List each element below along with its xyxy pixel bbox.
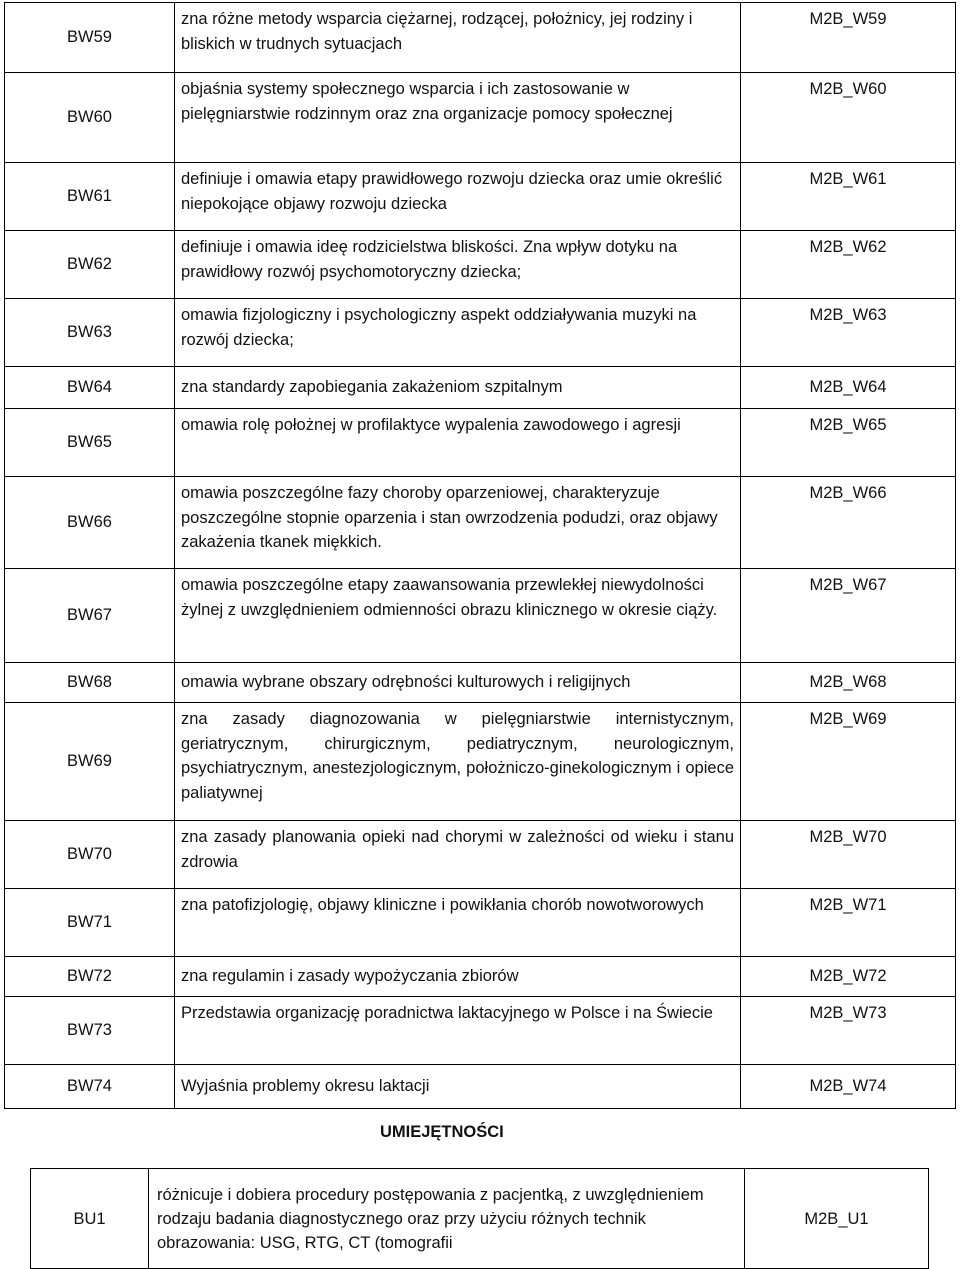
table-row	[5, 3, 956, 73]
table-row	[5, 889, 956, 957]
table-row	[5, 821, 956, 889]
skills-table	[30, 1168, 929, 1269]
outcome-code: BW74	[5, 1065, 175, 1109]
outcome-reference: M2B_W71	[741, 889, 956, 957]
outcome-reference: M2B_W72	[741, 957, 956, 997]
outcome-code: BW59	[5, 3, 175, 73]
outcome-description: objaśnia systemy społecznego wsparcia i ich zastosowanie w pielęgniarstwie rodzinnym oraz zna organizacje pomocy społecznej	[175, 73, 741, 163]
outcome-reference: M2B_W66	[741, 477, 956, 569]
skill-reference: M2B_U1	[745, 1169, 929, 1269]
outcome-description: zna różne metody wsparcia ciężarnej, rodzącej, położnicy, jej rodziny i bliskich w trudnych sytuacjach	[175, 3, 741, 73]
outcome-reference: M2B_W60	[741, 73, 956, 163]
outcome-description: omawia wybrane obszary odrębności kulturowych i religijnych	[175, 663, 741, 703]
outcome-code: BW67	[5, 569, 175, 663]
outcome-reference: M2B_W67	[741, 569, 956, 663]
outcome-reference: M2B_W73	[741, 997, 956, 1065]
table-row	[31, 1169, 929, 1269]
table-row	[5, 367, 956, 409]
table-row	[5, 163, 956, 231]
table-row	[5, 231, 956, 299]
outcome-description: omawia rolę położnej w profilaktyce wypalenia zawodowego i agresji	[175, 409, 741, 477]
outcome-reference: M2B_W59	[741, 3, 956, 73]
outcome-description: Przedstawia organizację poradnictwa laktacyjnego w Polsce i na Świecie	[175, 997, 741, 1065]
outcome-reference: M2B_W65	[741, 409, 956, 477]
skill-description: różnicuje i dobiera procedury postępowania z pacjentką, z uwzględnieniem rodzaju badania diagnostycznego oraz przy użyciu różnych technik obrazowania: USG, RTG, CT (tomografii	[149, 1169, 745, 1269]
outcome-code: BW70	[5, 821, 175, 889]
skill-code: BU1	[31, 1169, 149, 1269]
outcome-description: zna standardy zapobiegania zakażeniom szpitalnym	[175, 367, 741, 409]
table-row	[5, 73, 956, 163]
table-row	[5, 409, 956, 477]
outcome-code: BW60	[5, 73, 175, 163]
outcome-reference: M2B_W62	[741, 231, 956, 299]
table-row	[5, 299, 956, 367]
outcome-description: omawia poszczególne etapy zaawansowania przewlekłej niewydolności żylnej z uwzględnieniem odmienności obrazu klinicznego w okresie ciąży.	[175, 569, 741, 663]
table-row	[5, 1065, 956, 1109]
outcome-reference: M2B_W63	[741, 299, 956, 367]
outcome-reference: M2B_W74	[741, 1065, 956, 1109]
outcome-code: BW65	[5, 409, 175, 477]
table-row	[5, 663, 956, 703]
outcome-reference: M2B_W61	[741, 163, 956, 231]
outcome-code: BW68	[5, 663, 175, 703]
outcome-code: BW64	[5, 367, 175, 409]
outcome-reference: M2B_W64	[741, 367, 956, 409]
outcome-description: zna patofizjologię, objawy kliniczne i powikłania chorób nowotworowych	[175, 889, 741, 957]
table-row	[5, 997, 956, 1065]
outcome-description: zna zasady diagnozowania w pielęgniarstwie internistycznym, geriatrycznym, chirurgicznym, pediatrycznym, neurologicznym, psychiatrycznym, anestezjologicznym, położniczo-ginekologicznym i opiece paliatywnej	[175, 703, 741, 821]
outcome-code: BW62	[5, 231, 175, 299]
outcome-code: BW66	[5, 477, 175, 569]
outcome-description: Wyjaśnia problemy okresu laktacji	[175, 1065, 741, 1109]
table-row	[5, 703, 956, 821]
outcome-reference: M2B_W68	[741, 663, 956, 703]
outcome-code: BW61	[5, 163, 175, 231]
outcome-description: definiuje i omawia ideę rodzicielstwa bliskości. Zna wpływ dotyku na prawidłowy rozwój psychomotoryczny dziecka;	[175, 231, 741, 299]
outcome-code: BW72	[5, 957, 175, 997]
outcome-code: BW73	[5, 997, 175, 1065]
outcome-code: BW63	[5, 299, 175, 367]
outcome-description: zna zasady planowania opieki nad chorymi w zależności od wieku i stanu zdrowia	[175, 821, 741, 889]
outcome-description: definiuje i omawia etapy prawidłowego rozwoju dziecka oraz umie określić niepokojące objawy rozwoju dziecka	[175, 163, 741, 231]
outcome-code: BW69	[5, 703, 175, 821]
table-row	[5, 477, 956, 569]
outcome-description: omawia poszczególne fazy choroby oparzeniowej, charakteryzuje poszczególne stopnie oparzenia i stan owrzodzenia podudzi, oraz objawy zakażenia tkanek miękkich.	[175, 477, 741, 569]
learning-outcomes-table	[4, 2, 956, 1109]
outcome-description: zna regulamin i zasady wypożyczania zbiorów	[175, 957, 741, 997]
outcome-code: BW71	[5, 889, 175, 957]
outcome-description: omawia fizjologiczny i psychologiczny aspekt oddziaływania muzyki na rozwój dziecka;	[175, 299, 741, 367]
table-row	[5, 569, 956, 663]
outcome-reference: M2B_W69	[741, 703, 956, 821]
outcome-reference: M2B_W70	[741, 821, 956, 889]
table-row	[5, 957, 956, 997]
section-heading-skills: UMIEJĘTNOŚCI	[380, 1123, 504, 1141]
